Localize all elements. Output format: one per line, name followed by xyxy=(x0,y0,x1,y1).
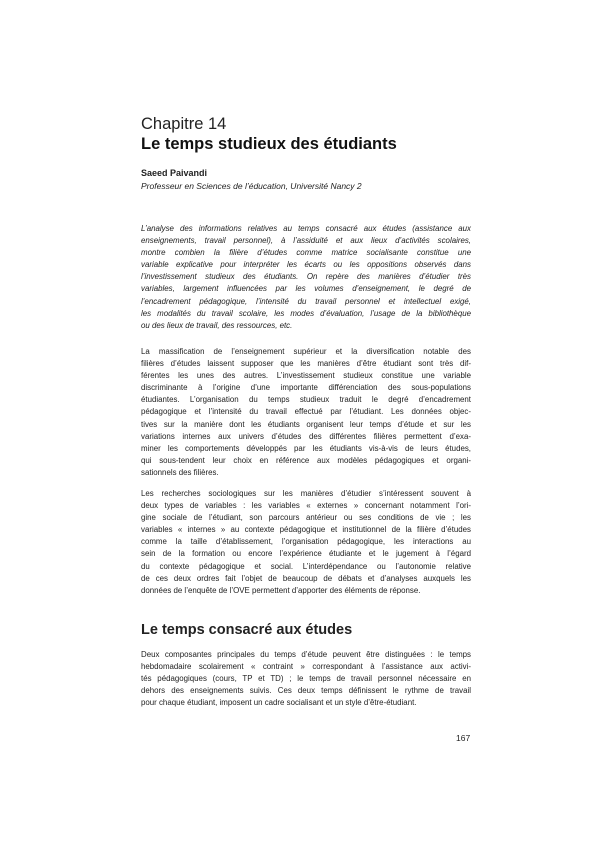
abstract xyxy=(141,223,471,332)
chapter-title: Le temps studieux des étudiants xyxy=(141,135,397,153)
author-affiliation: Professeur en Sciences de l’éducation, Université Nancy 2 xyxy=(141,181,362,191)
text-line: enseignements, travail personnel), à l’assiduité et aux lieux d’activités scolaires, xyxy=(141,236,471,246)
page-number: 167 xyxy=(456,733,471,743)
text-line: miner les comportements développés par les étudiants vis-à-vis de leurs études, xyxy=(141,443,471,453)
text-line: férentes les unes des autres. L’investissement studieux constitue une variable xyxy=(141,371,471,381)
text-line: tives sur la manière dont les étudiants organisent leur temps d’étude et sur les xyxy=(141,419,471,429)
text-line: variables « internes » au contexte pédagogique et institutionnel de la filière d’études xyxy=(141,525,471,535)
text-line: sationnels des filières. xyxy=(141,467,219,477)
text-line: ou des lieux de travail, des ressources, etc. xyxy=(141,320,293,330)
text-line: discriminante à l’origine d’une importante différenciation des sous-populations xyxy=(141,383,471,393)
text-line: dehors des enseignements suivis. Ces deux temps définissent le rythme de travail xyxy=(141,686,471,696)
text-line: pour chaque étudiant, imposent un cadre socialisant et un style d’être-étudiant. xyxy=(141,698,417,708)
chapter-label: Chapitre 14 xyxy=(141,115,227,133)
body-paragraph-2 xyxy=(141,488,471,597)
text-line: l’investissement studieux des étudiants. On repère des manières d’étudier très xyxy=(141,272,471,282)
text-line: variable explicative pour interpréter les écarts ou les oppositions observés dans xyxy=(141,260,471,270)
text-line: deux types de variables : les variables « externes » concernant notamment l’ori- xyxy=(141,501,471,511)
text-line: tés pédagogiques (cours, TP et TD) ; le temps de travail personnel nécessaire en xyxy=(141,674,471,684)
text-line: sein de la formation ou encore l’expérience étudiante et le jugement à l’égard xyxy=(141,549,471,559)
text-line: La massification de l’enseignement supérieur et la diversification notable des xyxy=(141,347,471,356)
section-heading: Le temps consacré aux études xyxy=(141,622,353,638)
text-line: montre combien la filière d’études comme matrice socialisante constitue une xyxy=(141,248,471,258)
text-line: gine sociale de l’étudiant, son parcours antérieur ou ses conditions de vie ; les xyxy=(141,513,471,523)
text-line: pédagogique et l’intensité du travail effectué par l’étudiant. Les données objec- xyxy=(141,407,471,417)
author-name: Saeed Paivandi xyxy=(141,168,208,178)
text-line: hebdomadaire scolairement « contraint » correspondant à l’assistance aux activi- xyxy=(141,662,471,672)
text-line: variations internes aux univers d’études des différentes filières permettent d’exa- xyxy=(141,431,471,441)
text-line: l’encadrement pédagogique, l’intensité du travail personnel et intellectuel exigé, xyxy=(141,296,471,306)
text-line: variables, largement influencées par les volumes d’enseignement, le degré de xyxy=(141,284,471,294)
text-line: comme la taille d’établissement, l’organisation pédagogique, les interactions au xyxy=(141,537,471,547)
body-paragraph-3 xyxy=(141,649,471,709)
text-line: les modalités du travail scolaire, les modes d’évaluation, l’usage de la bibliothèque xyxy=(141,308,471,318)
text-line: données de l’enquête de l’OVE permettent d’apporter des éléments de réponse. xyxy=(141,585,421,595)
text-line: qui sous-tendent leur choix en référence aux modèles pédagogiques et organi- xyxy=(141,455,471,465)
body-paragraph-1 xyxy=(141,346,471,479)
text-line: du contexte pédagogique et social. L’interdépendance ou l’autonomie relative xyxy=(141,561,471,571)
text-line: Deux composantes principales du temps d’étude peuvent être distinguées : le temps xyxy=(141,650,471,659)
text-line: de ces deux ordres fait l’objet de beaucoup de débats et d’analyses auxquels les xyxy=(141,573,471,583)
text-line: étudiantes. L’organisation du temps studieux traduit le degré d’encadrement xyxy=(141,395,471,405)
text-line: L’analyse des informations relatives au temps consacré aux études (assistance aux xyxy=(141,224,471,233)
text-line: Les recherches sociologiques sur les manières d’étudier s’intéressent souvent à xyxy=(141,489,471,498)
text-line: filières d’études laissent supposer que les manières d’être étudiant sont très dif- xyxy=(141,359,471,369)
